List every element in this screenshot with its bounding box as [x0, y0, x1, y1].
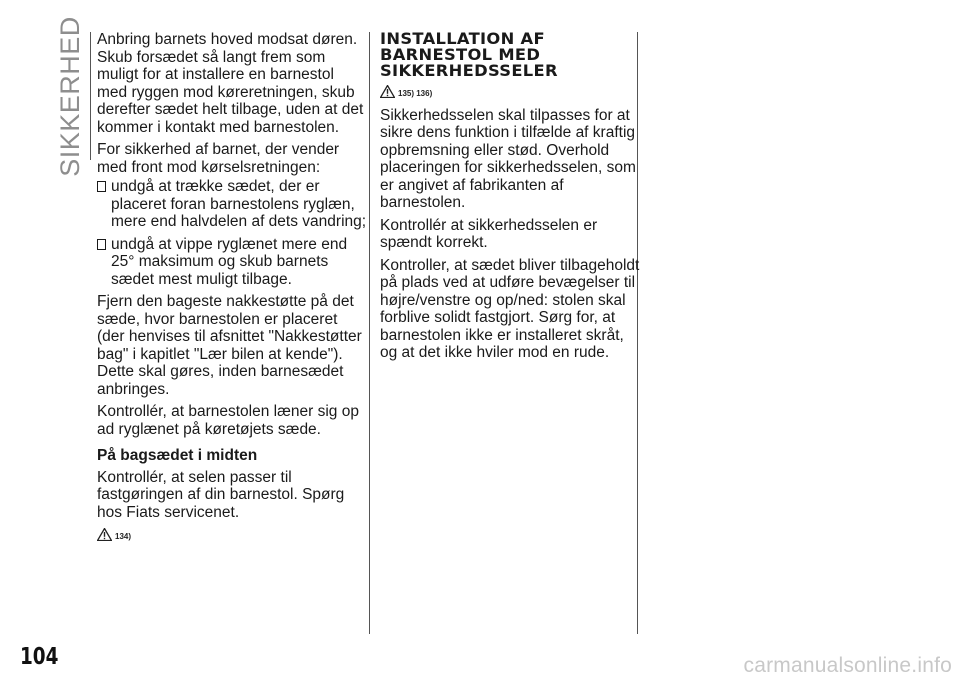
list-item-text: undgå at trække sædet, der er placeret foran barnestolens ryglæn, mere end halvdelen af dets vandring;	[111, 178, 367, 230]
section-tab	[54, 15, 85, 177]
list-item	[97, 178, 367, 231]
checkbox-bullet-icon	[97, 181, 106, 192]
paragraph: Sikkerhedsselen skal tilpasses for at sikre dens funktion i tilfælde af kraftig opbremsning eller stød. Overhold placeringen for sikkerhedsselen, som er angivet af fabrikanten af barnestolen.	[380, 106, 636, 211]
paragraph: For sikkerhed af barnet, der vender med front mod kørselsretningen:	[97, 141, 340, 176]
left-column	[97, 31, 367, 550]
checkbox-bullet-icon	[97, 239, 106, 250]
list-item	[97, 236, 367, 289]
paragraph: Kontrollér, at barnestolen læner sig op ad ryglænet på køretøjets sæde.	[97, 403, 359, 438]
warning-triangle-icon	[380, 85, 395, 98]
warning-ref-label: 134)	[115, 532, 132, 541]
subheading: På bagsædet i midten	[97, 447, 258, 464]
section-label: SIKKERHED	[54, 15, 85, 177]
right-column	[380, 31, 640, 367]
paragraph: Anbring barnets hoved modsat døren. Skub forsædet så langt frem som muligt for at installere en barnestol med ryggen mod køreretningen, skub derefter sædet helt tilbage, uden at det kommer i kontakt med barnestolen.	[97, 31, 364, 136]
paragraph: Kontrollér, at selen passer til fastgøringen af din barnestol. Spørg hos Fiats servicenet.	[97, 468, 345, 521]
paragraph: Kontrollér at sikkerhedsselen er spændt korrekt.	[380, 216, 598, 251]
paragraph: Fjern den bageste nakkestøtte på det sæde, hvor barnestolen er placeret (der henvises til afsnittet "Nakkestøtter bag" i kapitlet "Lær bilen at kende"). Dette skal gøres, inden barnesædet anbringes.	[97, 293, 362, 398]
heading-line: BARNESTOL MED	[380, 45, 541, 64]
watermark-text: carmanualsonline.info	[743, 654, 952, 677]
warning-ref-label: 135) 136)	[398, 89, 433, 98]
heading-line: INSTALLATION AF	[380, 29, 545, 48]
column-divider	[369, 32, 370, 634]
heading-line: SIKKERHEDSSELER	[380, 61, 558, 80]
sidebar-divider	[90, 32, 91, 160]
warning-reference	[380, 83, 640, 101]
list-item-text: undgå at vippe ryglænet mere end 25° maksimum og skub barnets sædet mest muligt tilbage.	[111, 235, 348, 288]
page-number: 104	[20, 644, 59, 670]
warning-reference	[97, 526, 367, 544]
paragraph: Kontroller, at sædet bliver tilbageholdt på plads ved at udføre bevægelser til højre/venstre og op/ned: stolen skal forblive solidt fastgjort. Sørg for, at barnestolen ikke er installeret skråt, og at det ikke hviler mod en rude.	[380, 256, 640, 361]
section-heading	[380, 31, 645, 79]
warning-triangle-icon	[97, 528, 112, 541]
